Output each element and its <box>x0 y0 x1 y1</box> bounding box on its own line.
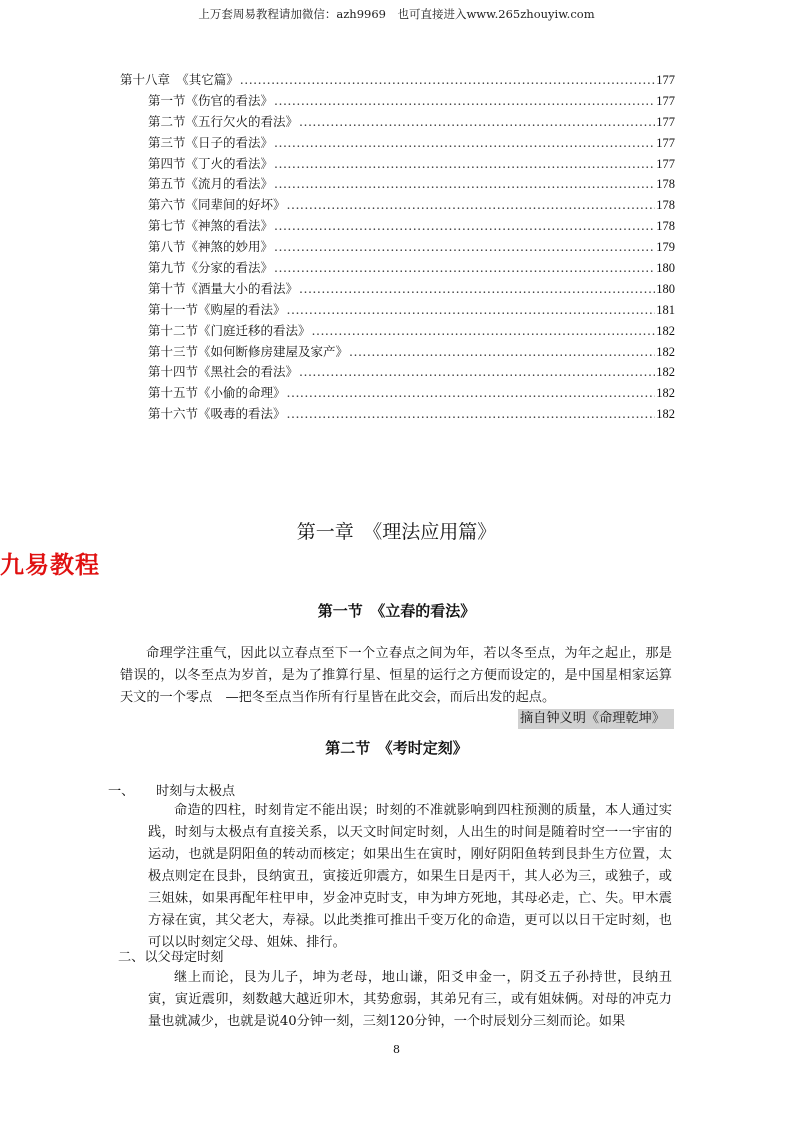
toc-leader-dots <box>274 133 655 154</box>
toc-entry-title: 第四节《丁火的看法》 <box>148 155 274 171</box>
toc-entry-page: 177 <box>656 73 675 87</box>
item-1-paragraph: 命造的四柱，时刻肯定不能出误；时刻的不准就影响到四柱预测的质量，本人通过实践，时刻与太极点有直接关系，以天文时间定时刻，人出生的时间是随着时空一一宇宙的运动，也就是阴阳鱼的转动而核定；如果出生在寅时，刚好阴阳鱼转到艮卦生方位置，太极点则定在艮卦，艮纳寅丑，寅接近卯震方，如果生日是丙干，其人必为三，或独子，或三姐妹，如果再配年柱甲申，岁金冲克时支，申为坤方死地，其母必走，亡、失。甲木震方禄在寅，其父老大，寿禄。以此类推可推出千变万化的命造，更可以以日干定时刻，也可以以时刻定父母、姐妹、排行。 <box>148 803 672 950</box>
toc-section-entry[interactable] <box>120 321 675 342</box>
toc-entry-title: 第十节《酒量大小的看法》 <box>148 280 299 296</box>
toc-leader-dots <box>299 362 655 383</box>
toc-section-entry[interactable] <box>120 195 675 216</box>
toc-entry-title: 第十四节《黑社会的看法》 <box>148 364 299 380</box>
toc-section-entry[interactable] <box>120 362 675 383</box>
toc-entry-page: 177 <box>656 93 675 108</box>
toc-section-entry[interactable] <box>120 258 675 279</box>
toc-leader-dots <box>312 321 656 342</box>
page-number: 8 <box>393 1043 400 1056</box>
toc-entry-page: 182 <box>656 365 675 380</box>
toc-entry-page: 182 <box>656 407 675 422</box>
item-1-number: 一、 <box>108 784 135 799</box>
toc-section-entry[interactable] <box>120 112 675 133</box>
toc-leader-dots <box>274 174 655 195</box>
toc-entry-title: 第三节《日子的看法》 <box>148 134 274 150</box>
toc-section-entry[interactable] <box>120 133 675 154</box>
toc-entry-page: 178 <box>656 177 675 192</box>
chapter-title: 第一章 《理法应用篇》 <box>296 521 497 543</box>
page-header: 上万套周易教程请加微信：azh9969 也可直接进入www.265zhouyiw.com <box>198 7 595 21</box>
toc-section-entry[interactable] <box>120 342 675 363</box>
toc-leader-dots <box>240 70 655 91</box>
toc-leader-dots <box>287 404 656 425</box>
section-1-title: 第一节 《立春的看法》 <box>317 602 476 620</box>
toc-leader-dots <box>274 258 655 279</box>
section-2-title: 第二节 《考时定刻》 <box>325 739 468 757</box>
toc-entry-page: 177 <box>656 156 675 171</box>
toc-leader-dots <box>287 300 656 321</box>
toc-section-entry[interactable] <box>120 383 675 404</box>
watermark-logo: 九易教程 <box>0 551 100 579</box>
toc-entry-page: 181 <box>656 302 675 317</box>
toc-section-entry[interactable] <box>120 404 675 425</box>
toc-leader-dots <box>274 216 655 237</box>
toc-entry-title: 第二节《五行欠火的看法》 <box>148 113 299 129</box>
toc-entry-title: 第八节《神煞的妙用》 <box>148 239 274 255</box>
toc-leader-dots <box>274 154 655 175</box>
toc-leader-dots <box>287 383 656 404</box>
toc-section-entry[interactable] <box>120 174 675 195</box>
toc-entry-title: 第九节《分家的看法》 <box>148 260 274 276</box>
toc-entry-page: 179 <box>656 240 675 255</box>
toc-leader-dots <box>274 237 655 258</box>
toc-entry-page: 182 <box>656 323 675 338</box>
toc-section-entry[interactable] <box>120 91 675 112</box>
toc-entry-title: 第十八章 《其它篇》 <box>120 72 239 87</box>
toc-leader-dots <box>349 342 655 363</box>
citation-source: 摘自钟义明《命理乾坤》 <box>518 709 674 729</box>
toc-entry-title: 第十二节《门庭迁移的看法》 <box>148 322 311 338</box>
item-2-paragraph: 继上而论，艮为儿子，坤为老母，地山谦，阳爻申金一，阴爻五子孙持世，艮纳丑寅，寅近震卯，刻数越大越近卯木，其势愈弱，其弟兄有三，或有姐妹俩。对母的冲克力量也就减少，也就是说40分钟一刻，三刻120分钟，一个时辰划分三刻而论。如果 <box>148 970 672 1029</box>
toc-section-entry[interactable] <box>120 154 675 175</box>
toc-entry-title: 第一节《伤官的看法》 <box>148 92 274 108</box>
toc-entry-title: 第七节《神煞的看法》 <box>148 218 274 234</box>
toc-entry-page: 182 <box>656 386 675 401</box>
toc-entry-title: 第十三节《如何断修房建屋及家产》 <box>148 343 349 359</box>
toc-entry-title: 第五节《流月的看法》 <box>148 176 274 192</box>
item-1-heading: 时刻与太极点 <box>156 784 236 799</box>
toc-section-list <box>120 91 675 425</box>
toc-section-entry[interactable] <box>120 279 675 300</box>
toc-entry-page: 177 <box>656 135 675 150</box>
toc-entry-page: 182 <box>656 344 675 359</box>
toc-leader-dots <box>287 195 656 216</box>
toc-entry-title: 第十六节《吸毒的看法》 <box>148 406 286 422</box>
section-1-paragraph: 命理学注重气，因此以立春点至下一个立春点之间为年，若以冬至点，为年之起止，那是错误的，以冬至点为岁首，是为了推算行星、恒星的运行之方便而设定的，是中国星相家运算天文的一个零点 —把冬至点当作所有行星皆在此交会，而后出发的起点。 <box>120 646 672 705</box>
toc-leader-dots <box>299 112 655 133</box>
toc-entry-title: 第六节《同辈间的好坏》 <box>148 197 286 213</box>
toc-section-entry[interactable] <box>120 300 675 321</box>
toc-leader-dots <box>274 91 655 112</box>
toc-entry-page: 180 <box>656 281 675 296</box>
toc-section-entry[interactable] <box>120 216 675 237</box>
toc-section-entry[interactable] <box>120 237 675 258</box>
toc-entry-title: 第十五节《小偷的命理》 <box>148 385 286 401</box>
toc-entry-title: 第十一节《购屋的看法》 <box>148 301 286 317</box>
table-of-contents <box>120 70 675 425</box>
toc-entry-page: 180 <box>656 261 675 276</box>
toc-entry-page: 177 <box>656 114 675 129</box>
toc-chapter-entry[interactable] <box>120 70 675 91</box>
item-2-heading: 二、以父母定时刻 <box>118 950 224 965</box>
toc-entry-page: 178 <box>656 219 675 234</box>
toc-entry-page: 178 <box>656 198 675 213</box>
toc-leader-dots <box>299 279 655 300</box>
